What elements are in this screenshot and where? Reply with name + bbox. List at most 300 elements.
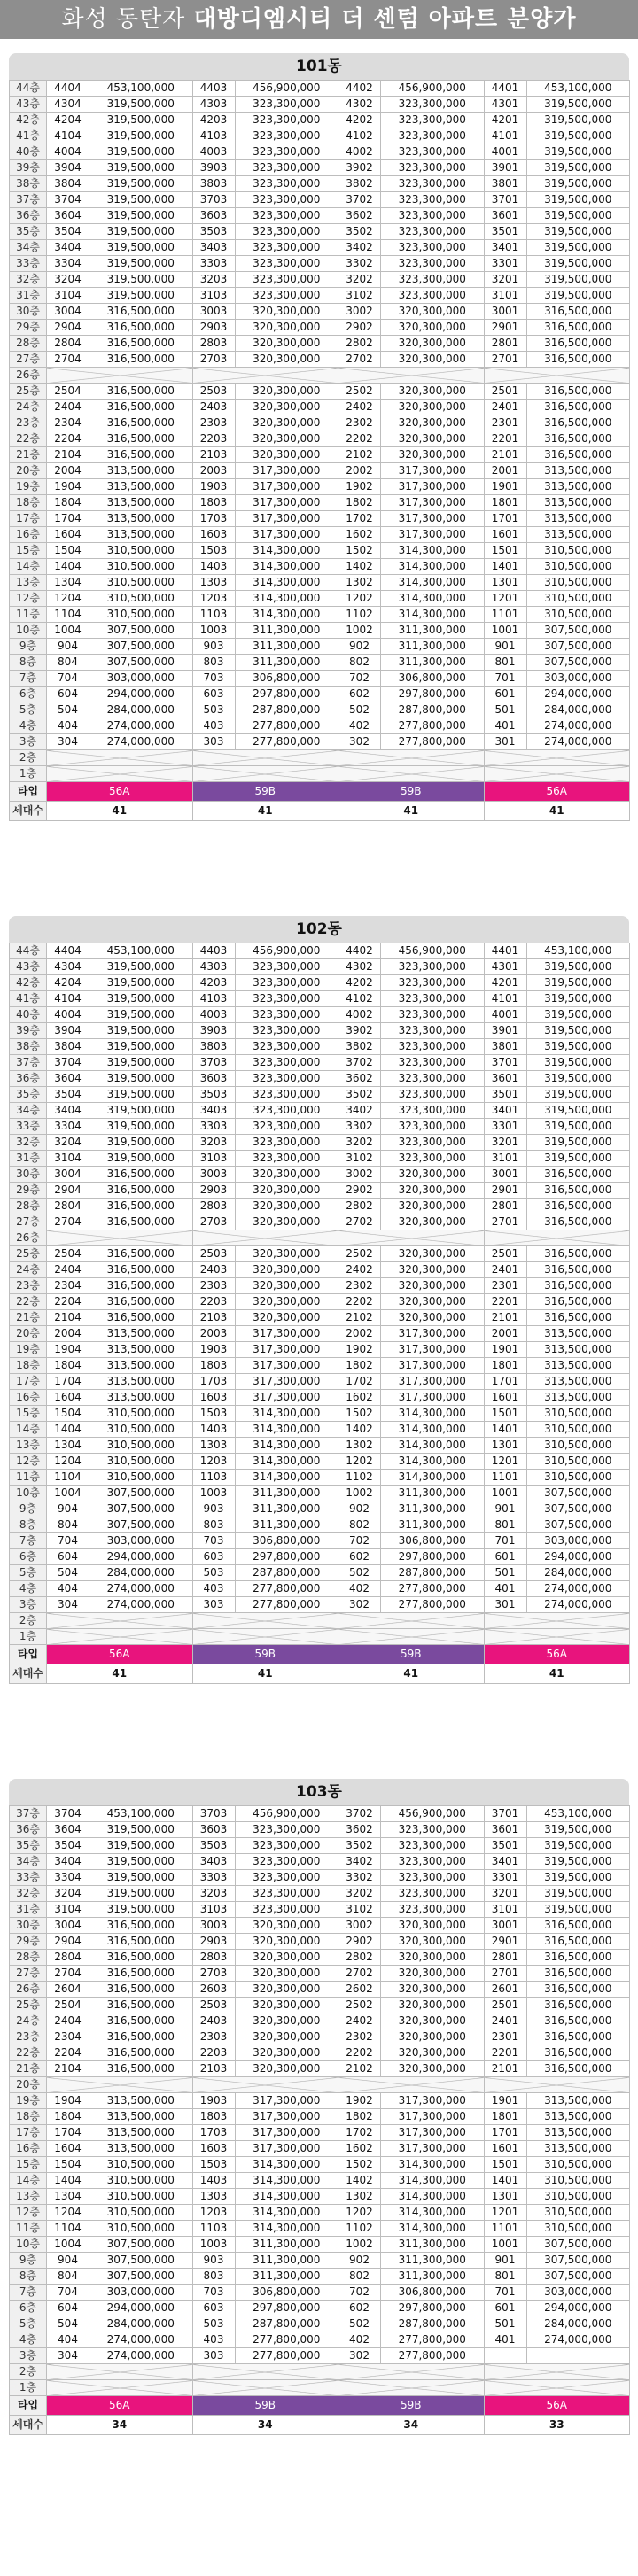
unit-number: 2202 [338,1294,381,1310]
unit-price: 311,300,000 [381,2237,485,2253]
unit-number: 3602 [338,1071,381,1087]
floor-label: 25층 [10,1246,47,1262]
unit-price: 313,500,000 [89,1358,193,1374]
unit-number: 1703 [192,2125,235,2141]
unit-number: 1501 [484,2157,526,2173]
unit-number: 1202 [338,1454,381,1470]
table-row [10,2221,630,2237]
unit-number: 502 [338,1565,381,1581]
unit-number: 1302 [338,575,381,591]
unit-price: 314,300,000 [235,575,338,591]
unit-number: 1404 [47,2173,89,2189]
unit-number: 2504 [47,1998,89,2013]
unit-number: 4002 [338,144,381,160]
unit-number: 4302 [338,97,381,113]
unit-price: 319,500,000 [89,1886,193,1902]
unit-number: 3504 [47,224,89,240]
floor-label: 35층 [10,1087,47,1103]
floor-label: 42층 [10,113,47,128]
unit-number: 2701 [484,1966,526,1982]
unit-number: 3604 [47,1822,89,1838]
table-row [10,1422,630,1438]
table-row [10,559,630,575]
unit-number: 904 [47,1501,89,1517]
unit-price: 323,300,000 [235,1822,338,1838]
unit-number: 702 [338,1533,381,1549]
unit-price: 319,500,000 [526,97,630,113]
unit-price: 316,500,000 [526,2061,630,2077]
unit-price: 316,500,000 [89,1262,193,1278]
unit-number: 2002 [338,463,381,479]
unit-price: 313,500,000 [89,1326,193,1342]
unit-number: 1803 [192,1358,235,1374]
unit-number: 2903 [192,1183,235,1199]
table-row [10,304,630,320]
table-row [10,1902,630,1918]
unit-price: 313,500,000 [526,463,630,479]
table-row [10,2125,630,2141]
unit-number: 1904 [47,1342,89,1358]
unit-price: 316,500,000 [89,2061,193,2077]
unit-number: 1801 [484,495,526,511]
floor-label: 17층 [10,2125,47,2141]
unit-price: 310,500,000 [89,1422,193,1438]
unit-price: 313,500,000 [526,2093,630,2109]
unit-number: 1801 [484,1358,526,1374]
unit-number: 4403 [192,943,235,959]
unit-price: 323,300,000 [381,240,485,256]
unit-price: 323,300,000 [381,1886,485,1902]
unit-number: 3901 [484,1023,526,1039]
unit-number: 2503 [192,384,235,400]
unit-number: 3001 [484,304,526,320]
unit-price: 316,500,000 [526,1998,630,2013]
unit-number: 801 [484,2269,526,2285]
unit-price: 323,300,000 [235,97,338,113]
unit-price: 320,300,000 [235,384,338,400]
unit-number: 1203 [192,1454,235,1470]
unit-number: 3602 [338,208,381,224]
unit-number: 2301 [484,1278,526,1294]
table-row [10,1374,630,1390]
unit-price: 320,300,000 [235,1934,338,1950]
unit-number: 4102 [338,991,381,1007]
unit-number: 1003 [192,2237,235,2253]
unit-number: 2403 [192,2013,235,2029]
table-row [10,97,630,113]
unit-number: 3502 [338,1087,381,1103]
unit-price: 316,500,000 [89,1294,193,1310]
unit-number: 4201 [484,975,526,991]
unit-price: 320,300,000 [381,1950,485,1966]
unit-price: 307,500,000 [526,1486,630,1501]
unit-number: 604 [47,1549,89,1565]
unit-price: 317,300,000 [381,1358,485,1374]
unit-price: 277,800,000 [381,718,485,734]
unit-price: 319,500,000 [526,959,630,975]
unit-number: 2303 [192,1278,235,1294]
unit-price: 310,500,000 [526,2157,630,2173]
unit-number: 4003 [192,144,235,160]
table-row [10,1071,630,1087]
unit-price: 317,300,000 [381,495,485,511]
unit-price: 310,500,000 [526,2173,630,2189]
unit-price: 311,300,000 [235,1486,338,1501]
table-row [10,2093,630,2109]
unit-number: 4303 [192,97,235,113]
unit-price: 274,000,000 [89,2348,193,2364]
unit-price: 310,500,000 [89,607,193,623]
unit-number: 1003 [192,623,235,639]
floor-label: 11층 [10,607,47,623]
unit-number: 2204 [47,1294,89,1310]
unit-number: 4203 [192,975,235,991]
unit-number: 4001 [484,1007,526,1023]
unit-price: 274,000,000 [526,734,630,750]
floor-label: 27층 [10,352,47,368]
page-title [0,0,638,39]
unit-price: 319,500,000 [89,959,193,975]
unit-price: 316,500,000 [526,2045,630,2061]
table-row [10,144,630,160]
count-row [10,802,630,821]
unit-number: 3202 [338,1886,381,1902]
table-row [10,128,630,144]
unit-price: 316,500,000 [89,1918,193,1934]
unit-number: 2203 [192,431,235,447]
unit-number: 4202 [338,975,381,991]
unit-price: 316,500,000 [89,400,193,415]
unit-number: 2103 [192,447,235,463]
unit-number: 1702 [338,2125,381,2141]
unit-price: 303,000,000 [89,2285,193,2301]
unit-price: 320,300,000 [235,320,338,336]
empty-floor-cell [192,2380,338,2396]
unit-number: 1502 [338,1406,381,1422]
unit-number: 2601 [484,1982,526,1998]
building-title: 102동 [9,916,629,943]
table-row [10,224,630,240]
unit-number: 701 [484,671,526,687]
table-row [10,1278,630,1294]
unit-number: 1001 [484,623,526,639]
unit-number: 2003 [192,1326,235,1342]
unit-price: 319,500,000 [89,1055,193,1071]
unit-number: 1102 [338,607,381,623]
unit-price: 316,500,000 [89,352,193,368]
floor-label: 1층 [10,766,47,782]
unit-number: 3702 [338,1806,381,1822]
table-row [10,479,630,495]
unit-number: 2203 [192,2045,235,2061]
unit-number: 4103 [192,991,235,1007]
table-row [10,1151,630,1167]
building-section [9,916,629,1684]
unit-number: 703 [192,1533,235,1549]
unit-price: 316,500,000 [89,1966,193,1982]
table-row [10,81,630,97]
unit-price: 320,300,000 [235,1278,338,1294]
unit-number: 2404 [47,1262,89,1278]
unit-price: 320,300,000 [381,2029,485,2045]
unit-number: 801 [484,655,526,671]
unit-number: 3101 [484,288,526,304]
count-label: 세대수 [10,2416,47,2435]
unit-number: 4101 [484,128,526,144]
unit-price: 310,500,000 [89,591,193,607]
unit-price: 277,800,000 [381,1581,485,1597]
unit-price: 320,300,000 [235,431,338,447]
table-row [10,2077,630,2093]
unit-price: 313,500,000 [526,527,630,543]
unit-price: 323,300,000 [381,1071,485,1087]
unit-price: 313,500,000 [89,1374,193,1390]
unit-price: 274,000,000 [89,2332,193,2348]
table-row [10,1230,630,1246]
unit-number: 2702 [338,1214,381,1230]
unit-price: 303,000,000 [526,671,630,687]
unit-number: 1903 [192,2093,235,2109]
unit-price: 310,500,000 [526,1406,630,1422]
floor-label: 24층 [10,400,47,415]
unit-number: 2804 [47,1199,89,1214]
unit-number: 3203 [192,1886,235,1902]
unit-number: 304 [47,734,89,750]
unit-price: 317,300,000 [235,2109,338,2125]
unit-price: 313,500,000 [526,1326,630,1342]
unit-number: 3904 [47,1023,89,1039]
unit-price: 319,500,000 [526,128,630,144]
unit-price: 307,500,000 [526,655,630,671]
unit-number: 3003 [192,304,235,320]
unit-number: 3701 [484,192,526,208]
unit-number: 3601 [484,1822,526,1838]
unit-number: 3904 [47,160,89,176]
unit-number: 3303 [192,1119,235,1135]
unit-price: 307,500,000 [526,623,630,639]
unit-number: 1803 [192,495,235,511]
unit-number: 1703 [192,1374,235,1390]
unit-number: 402 [338,1581,381,1597]
floor-label: 38층 [10,1039,47,1055]
unit-number: 2102 [338,2061,381,2077]
unit-price: 316,500,000 [526,1934,630,1950]
unit-price: 323,300,000 [381,1087,485,1103]
table-row [10,1565,630,1581]
floor-label: 24층 [10,1262,47,1278]
unit-number: 2102 [338,447,381,463]
unit-price: 323,300,000 [235,1087,338,1103]
unit-number: 3804 [47,176,89,192]
unit-price: 320,300,000 [381,1966,485,1982]
unit-number: 2303 [192,2029,235,2045]
unit-price: 277,800,000 [381,734,485,750]
unit-number: 504 [47,2316,89,2332]
table-row [10,1581,630,1597]
empty-floor-cell [192,368,338,384]
unit-number: 3704 [47,192,89,208]
unit-number: 1604 [47,2141,89,2157]
unit-number: 402 [338,2332,381,2348]
unit-number: 1004 [47,2237,89,2253]
unit-price: 323,300,000 [381,224,485,240]
household-count: 41 [484,1664,630,1684]
unit-price: 303,000,000 [526,2285,630,2301]
unit-number: 1202 [338,2205,381,2221]
unit-price: 310,500,000 [526,575,630,591]
floor-label: 9층 [10,639,47,655]
unit-number: 1201 [484,1454,526,1470]
unit-number: 902 [338,639,381,655]
unit-price: 320,300,000 [381,1998,485,2013]
unit-type: 59B [192,1645,338,1664]
unit-price: 287,800,000 [381,702,485,718]
unit-number: 703 [192,2285,235,2301]
unit-number: 1402 [338,1422,381,1438]
floor-label: 27층 [10,1214,47,1230]
unit-price: 319,500,000 [89,1838,193,1854]
table-row [10,1183,630,1199]
floor-label: 12층 [10,1454,47,1470]
unit-number: 2303 [192,415,235,431]
unit-number: 1301 [484,1438,526,1454]
unit-number: 3002 [338,304,381,320]
unit-price: 303,000,000 [526,1533,630,1549]
unit-number: 1103 [192,2221,235,2237]
unit-price: 310,500,000 [89,1454,193,1470]
floor-label: 31층 [10,1151,47,1167]
unit-price: 317,300,000 [381,2141,485,2157]
table-row [10,1135,630,1151]
floor-label: 32층 [10,1886,47,1902]
floor-label: 34층 [10,1854,47,1870]
unit-number: 3004 [47,1167,89,1183]
table-row [10,750,630,766]
unit-price: 317,300,000 [235,463,338,479]
unit-number: 4302 [338,959,381,975]
unit-price: 307,500,000 [526,2253,630,2269]
unit-number: 3404 [47,1854,89,1870]
unit-number: 2202 [338,2045,381,2061]
table-row [10,2348,630,2364]
floor-label: 39층 [10,160,47,176]
unit-price: 307,500,000 [526,639,630,655]
unit-number: 3104 [47,288,89,304]
unit-price: 317,300,000 [381,1342,485,1358]
unit-price: 319,500,000 [89,272,193,288]
unit-price: 323,300,000 [381,272,485,288]
unit-price: 453,100,000 [526,81,630,97]
unit-price: 313,500,000 [89,511,193,527]
unit-price: 314,300,000 [381,1454,485,1470]
unit-number: 1003 [192,1486,235,1501]
building-section [9,53,629,821]
table-row [10,2205,630,2221]
unit-price: 320,300,000 [235,1310,338,1326]
unit-price: 310,500,000 [89,2221,193,2237]
unit-number: 804 [47,1517,89,1533]
floor-label: 2층 [10,1613,47,1629]
floor-label: 15층 [10,543,47,559]
floor-label: 20층 [10,1326,47,1342]
table-row [10,1406,630,1422]
unit-price: 316,500,000 [526,1918,630,1934]
floor-label: 29층 [10,1934,47,1950]
unit-number: 1303 [192,575,235,591]
unit-price: 274,000,000 [526,2332,630,2348]
unit-number: 3401 [484,1854,526,1870]
table-row [10,1501,630,1517]
table-row [10,1087,630,1103]
unit-number: 1904 [47,479,89,495]
unit-number: 1502 [338,2157,381,2173]
unit-number: 3903 [192,160,235,176]
floor-label: 5층 [10,702,47,718]
floor-label: 34층 [10,1103,47,1119]
floor-label: 12층 [10,2205,47,2221]
empty-floor-cell [192,2077,338,2093]
unit-price: 310,500,000 [89,1438,193,1454]
unit-price: 319,500,000 [526,192,630,208]
unit-price: 314,300,000 [381,543,485,559]
unit-price: 317,300,000 [381,479,485,495]
unit-price: 319,500,000 [89,160,193,176]
unit-number: 1802 [338,2109,381,2125]
unit-number: 1302 [338,1438,381,1454]
unit-price: 323,300,000 [381,1870,485,1886]
table-row [10,2173,630,2189]
unit-number: 904 [47,639,89,655]
unit-price: 313,500,000 [526,1358,630,1374]
unit-number: 2904 [47,320,89,336]
unit-number: 2802 [338,1950,381,1966]
table-row [10,1533,630,1549]
unit-number: 2901 [484,1934,526,1950]
unit-number: 804 [47,2269,89,2285]
unit-price: 294,000,000 [526,2301,630,2316]
empty-floor-cell [47,2364,193,2380]
floor-label: 34층 [10,240,47,256]
unit-price: 320,300,000 [381,1934,485,1950]
unit-number: 1304 [47,575,89,591]
unit-number: 2101 [484,1310,526,1326]
unit-price: 319,500,000 [526,1087,630,1103]
unit-number: 1502 [338,543,381,559]
unit-price: 323,300,000 [235,1886,338,1902]
unit-price: 320,300,000 [381,352,485,368]
floor-label: 32층 [10,1135,47,1151]
unit-price: 317,300,000 [381,2125,485,2141]
floor-label: 5층 [10,2316,47,2332]
unit-price: 323,300,000 [381,975,485,991]
unit-price: 316,500,000 [89,1934,193,1950]
unit-price: 316,500,000 [526,1310,630,1326]
unit-number: 2202 [338,431,381,447]
unit-number: 4404 [47,943,89,959]
unit-number: 3204 [47,1886,89,1902]
unit-price: 313,500,000 [526,1342,630,1358]
unit-number: 2302 [338,2029,381,2045]
empty-floor-cell [338,2077,485,2093]
table-row [10,1597,630,1613]
unit-number: 303 [192,734,235,750]
table-row [10,336,630,352]
unit-price: 323,300,000 [235,1902,338,1918]
unit-number: 3404 [47,1103,89,1119]
table-row [10,2237,630,2253]
unit-number: 3504 [47,1087,89,1103]
unit-price: 323,300,000 [381,144,485,160]
